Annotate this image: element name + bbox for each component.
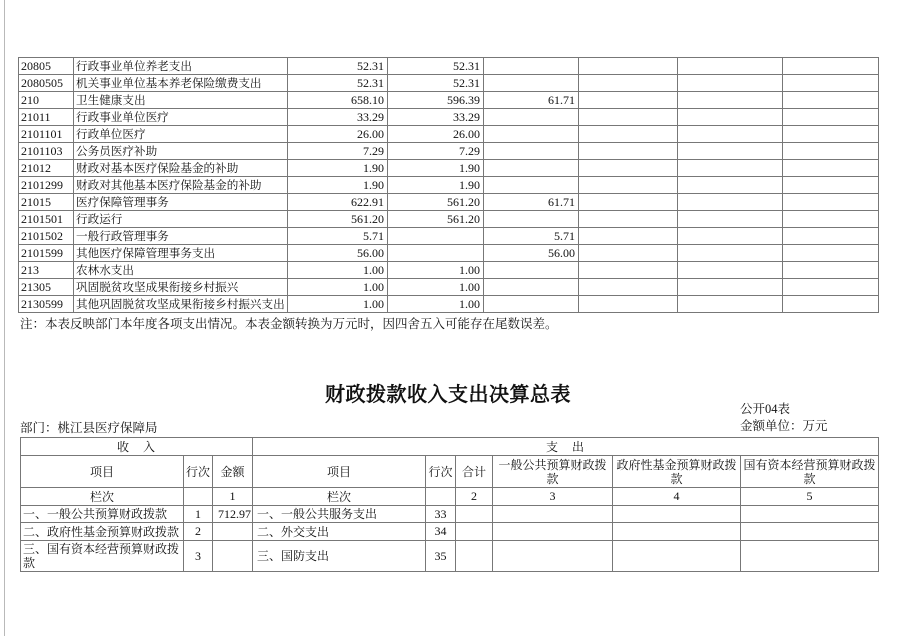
amount-cell xyxy=(678,296,783,313)
amount-cell xyxy=(678,211,783,228)
page-edge-line xyxy=(4,0,5,636)
code-cell: 2101299 xyxy=(19,177,74,194)
column-header: 行次 xyxy=(184,456,213,488)
line-number-cell: 33 xyxy=(426,506,456,523)
amount-cell: 1.90 xyxy=(388,177,484,194)
column-header: 行次 xyxy=(426,456,456,488)
code-cell: 2101101 xyxy=(19,126,74,143)
column-header: 一般公共预算财政拨款 xyxy=(493,456,613,488)
amount-cell xyxy=(783,92,879,109)
amount-cell xyxy=(741,523,879,541)
amount-cell xyxy=(678,109,783,126)
amount-cell: 1.90 xyxy=(288,177,388,194)
amount-cell xyxy=(613,541,741,572)
amount-cell xyxy=(484,58,579,75)
amount-cell xyxy=(579,160,678,177)
column-header: 合计 xyxy=(456,456,493,488)
amount-cell xyxy=(613,506,741,523)
summary-table-body xyxy=(21,506,879,572)
summary-table xyxy=(20,437,879,572)
index-cell: 4 xyxy=(613,488,741,506)
index-cell: 3 xyxy=(493,488,613,506)
amount-cell: 56.00 xyxy=(484,245,579,262)
amount-cell xyxy=(213,523,253,541)
amount-cell: 658.10 xyxy=(288,92,388,109)
income-item-cell: 三、国有资本经营预算财政拨款 xyxy=(21,541,184,572)
amount-cell: 61.71 xyxy=(484,194,579,211)
code-cell: 20805 xyxy=(19,58,74,75)
public-table-number: 公开04表 xyxy=(740,402,791,416)
name-cell: 其他医疗保障管理事务支出 xyxy=(74,245,288,262)
income-item-cell: 二、政府性基金预算财政拨款 xyxy=(21,523,184,541)
amount-cell xyxy=(678,75,783,92)
amount-cell xyxy=(579,92,678,109)
table-row xyxy=(21,523,879,541)
table-row xyxy=(19,279,879,296)
column-header: 国有资本经营预算财政拨款 xyxy=(741,456,879,488)
name-cell: 公务员医疗补助 xyxy=(74,143,288,160)
table-row xyxy=(19,75,879,92)
doc-labels xyxy=(740,401,828,434)
income-item-cell: 一、一般公共预算财政拨款 xyxy=(21,506,184,523)
code-cell: 2101103 xyxy=(19,143,74,160)
amount-cell xyxy=(579,75,678,92)
amount-cell: 5.71 xyxy=(484,228,579,245)
amount-cell xyxy=(579,245,678,262)
amount-cell xyxy=(484,143,579,160)
amount-cell xyxy=(484,160,579,177)
amount-cell xyxy=(783,109,879,126)
summary-table-title: 财政拨款收入支出决算总表 xyxy=(325,384,571,406)
name-cell: 其他巩固脱贫攻坚成果衔接乡村振兴支出 xyxy=(74,296,288,313)
code-cell: 2130599 xyxy=(19,296,74,313)
line-number-cell: 3 xyxy=(184,541,213,572)
expense-item-cell: 一、一般公共服务支出 xyxy=(253,506,426,523)
amount-cell xyxy=(579,228,678,245)
code-cell: 2101502 xyxy=(19,228,74,245)
index-cell: 5 xyxy=(741,488,879,506)
code-cell: 21015 xyxy=(19,194,74,211)
table-row xyxy=(21,506,879,523)
amount-cell xyxy=(783,126,879,143)
index-cell: 2 xyxy=(456,488,493,506)
amount-cell: 26.00 xyxy=(388,126,484,143)
expense-item-cell: 二、外交支出 xyxy=(253,523,426,541)
amount-cell xyxy=(456,541,493,572)
amount-cell xyxy=(579,58,678,75)
amount-cell: 7.29 xyxy=(388,143,484,160)
code-cell: 21011 xyxy=(19,109,74,126)
index-cell xyxy=(184,488,213,506)
amount-cell: 1.00 xyxy=(288,296,388,313)
amount-cell xyxy=(783,160,879,177)
amount-cell: 596.39 xyxy=(388,92,484,109)
amount-cell: 52.31 xyxy=(388,75,484,92)
amount-cell xyxy=(678,160,783,177)
amount-cell: 622.91 xyxy=(288,194,388,211)
income-group-header: 收 入 xyxy=(21,438,253,456)
amount-cell xyxy=(678,92,783,109)
index-cell: 栏次 xyxy=(21,488,184,506)
amount-unit-label: 金额单位：万元 xyxy=(740,418,828,433)
amount-cell xyxy=(484,126,579,143)
amount-cell: 52.31 xyxy=(388,58,484,75)
amount-cell xyxy=(783,75,879,92)
name-cell: 农林水支出 xyxy=(74,262,288,279)
amount-cell xyxy=(678,126,783,143)
amount-cell: 561.20 xyxy=(388,194,484,211)
amount-cell: 61.71 xyxy=(484,92,579,109)
department-label: 部门：桃江县医疗保障局 xyxy=(20,421,158,435)
amount-cell xyxy=(783,296,879,313)
table-row xyxy=(19,228,879,245)
amount-cell xyxy=(579,126,678,143)
amount-cell xyxy=(579,262,678,279)
amount-cell xyxy=(783,194,879,211)
amount-cell xyxy=(678,194,783,211)
amount-cell xyxy=(456,523,493,541)
amount-cell xyxy=(678,177,783,194)
column-header-row xyxy=(21,456,879,488)
amount-cell: 1.90 xyxy=(288,160,388,177)
amount-cell: 33.29 xyxy=(388,109,484,126)
table-row xyxy=(21,541,879,572)
amount-cell xyxy=(783,279,879,296)
amount-cell xyxy=(783,211,879,228)
amount-cell: 1.00 xyxy=(388,279,484,296)
amount-cell xyxy=(484,279,579,296)
line-number-cell: 34 xyxy=(426,523,456,541)
amount-cell xyxy=(613,523,741,541)
amount-cell xyxy=(493,506,613,523)
amount-cell xyxy=(783,58,879,75)
table-row xyxy=(19,211,879,228)
expense-item-cell: 三、国防支出 xyxy=(253,541,426,572)
amount-cell xyxy=(484,109,579,126)
column-header: 金额 xyxy=(213,456,253,488)
amount-cell xyxy=(783,143,879,160)
code-cell: 2101599 xyxy=(19,245,74,262)
amount-cell: 1.00 xyxy=(288,262,388,279)
expenditure-table-section xyxy=(18,57,878,313)
amount-cell: 52.31 xyxy=(288,58,388,75)
table-row xyxy=(19,160,879,177)
amount-cell: 712.97 xyxy=(213,506,253,523)
table-row xyxy=(19,296,879,313)
column-index-row xyxy=(21,488,879,506)
amount-cell: 1.00 xyxy=(388,296,484,313)
expenditure-table xyxy=(18,57,879,313)
line-number-cell: 35 xyxy=(426,541,456,572)
amount-cell: 1.00 xyxy=(388,262,484,279)
amount-cell xyxy=(493,523,613,541)
amount-cell xyxy=(579,296,678,313)
amount-cell xyxy=(388,245,484,262)
group-header-row xyxy=(21,438,879,456)
name-cell: 医疗保障管理事务 xyxy=(74,194,288,211)
table-row xyxy=(19,58,879,75)
amount-cell xyxy=(678,58,783,75)
index-cell: 1 xyxy=(213,488,253,506)
amount-cell: 561.20 xyxy=(288,211,388,228)
amount-cell xyxy=(484,177,579,194)
name-cell: 财政对基本医疗保险基金的补助 xyxy=(74,160,288,177)
amount-cell: 52.31 xyxy=(288,75,388,92)
amount-cell xyxy=(783,228,879,245)
table-note: 注：本表反映部门本年度各项支出情况。本表金额转换为万元时，因四舍五入可能存在尾数误差。 xyxy=(20,317,558,331)
name-cell: 行政单位医疗 xyxy=(74,126,288,143)
name-cell: 卫生健康支出 xyxy=(74,92,288,109)
amount-cell xyxy=(678,245,783,262)
line-number-cell: 1 xyxy=(184,506,213,523)
amount-cell: 26.00 xyxy=(288,126,388,143)
summary-table-section xyxy=(20,437,878,572)
amount-cell xyxy=(783,177,879,194)
table-row xyxy=(19,194,879,211)
code-cell: 213 xyxy=(19,262,74,279)
amount-cell xyxy=(741,541,879,572)
amount-cell xyxy=(484,296,579,313)
code-cell: 2101501 xyxy=(19,211,74,228)
column-header: 项目 xyxy=(253,456,426,488)
amount-cell xyxy=(678,228,783,245)
column-header: 政府性基金预算财政拨款 xyxy=(613,456,741,488)
amount-cell xyxy=(678,262,783,279)
column-header: 项目 xyxy=(21,456,184,488)
amount-cell xyxy=(579,109,678,126)
amount-cell xyxy=(579,279,678,296)
index-cell xyxy=(426,488,456,506)
code-cell: 210 xyxy=(19,92,74,109)
amount-cell: 561.20 xyxy=(388,211,484,228)
amount-cell: 56.00 xyxy=(288,245,388,262)
amount-cell xyxy=(783,262,879,279)
table-row xyxy=(19,126,879,143)
amount-cell: 7.29 xyxy=(288,143,388,160)
amount-cell xyxy=(493,541,613,572)
line-number-cell: 2 xyxy=(184,523,213,541)
code-cell: 2080505 xyxy=(19,75,74,92)
table-row xyxy=(19,262,879,279)
amount-cell xyxy=(579,211,678,228)
table-row xyxy=(19,245,879,262)
amount-cell xyxy=(484,262,579,279)
amount-cell xyxy=(388,228,484,245)
amount-cell xyxy=(579,194,678,211)
name-cell: 巩固脱贫攻坚成果衔接乡村振兴 xyxy=(74,279,288,296)
amount-cell: 33.29 xyxy=(288,109,388,126)
amount-cell xyxy=(484,75,579,92)
amount-cell xyxy=(579,177,678,194)
amount-cell xyxy=(213,541,253,572)
amount-cell xyxy=(678,279,783,296)
code-cell: 21012 xyxy=(19,160,74,177)
expense-group-header: 支 出 xyxy=(253,438,879,456)
name-cell: 财政对其他基本医疗保险基金的补助 xyxy=(74,177,288,194)
amount-cell: 1.90 xyxy=(388,160,484,177)
table-row xyxy=(19,92,879,109)
name-cell: 行政事业单位养老支出 xyxy=(74,58,288,75)
name-cell: 一般行政管理事务 xyxy=(74,228,288,245)
table-row xyxy=(19,143,879,160)
table-row xyxy=(19,177,879,194)
amount-cell: 5.71 xyxy=(288,228,388,245)
name-cell: 行政事业单位医疗 xyxy=(74,109,288,126)
amount-cell xyxy=(783,245,879,262)
code-cell: 21305 xyxy=(19,279,74,296)
name-cell: 机关事业单位基本养老保险缴费支出 xyxy=(74,75,288,92)
expenditure-table-body xyxy=(19,58,879,313)
amount-cell xyxy=(484,211,579,228)
amount-cell xyxy=(579,143,678,160)
amount-cell xyxy=(456,506,493,523)
index-cell: 栏次 xyxy=(253,488,426,506)
amount-cell xyxy=(741,506,879,523)
amount-cell xyxy=(678,143,783,160)
name-cell: 行政运行 xyxy=(74,211,288,228)
amount-cell: 1.00 xyxy=(288,279,388,296)
table-row xyxy=(19,109,879,126)
